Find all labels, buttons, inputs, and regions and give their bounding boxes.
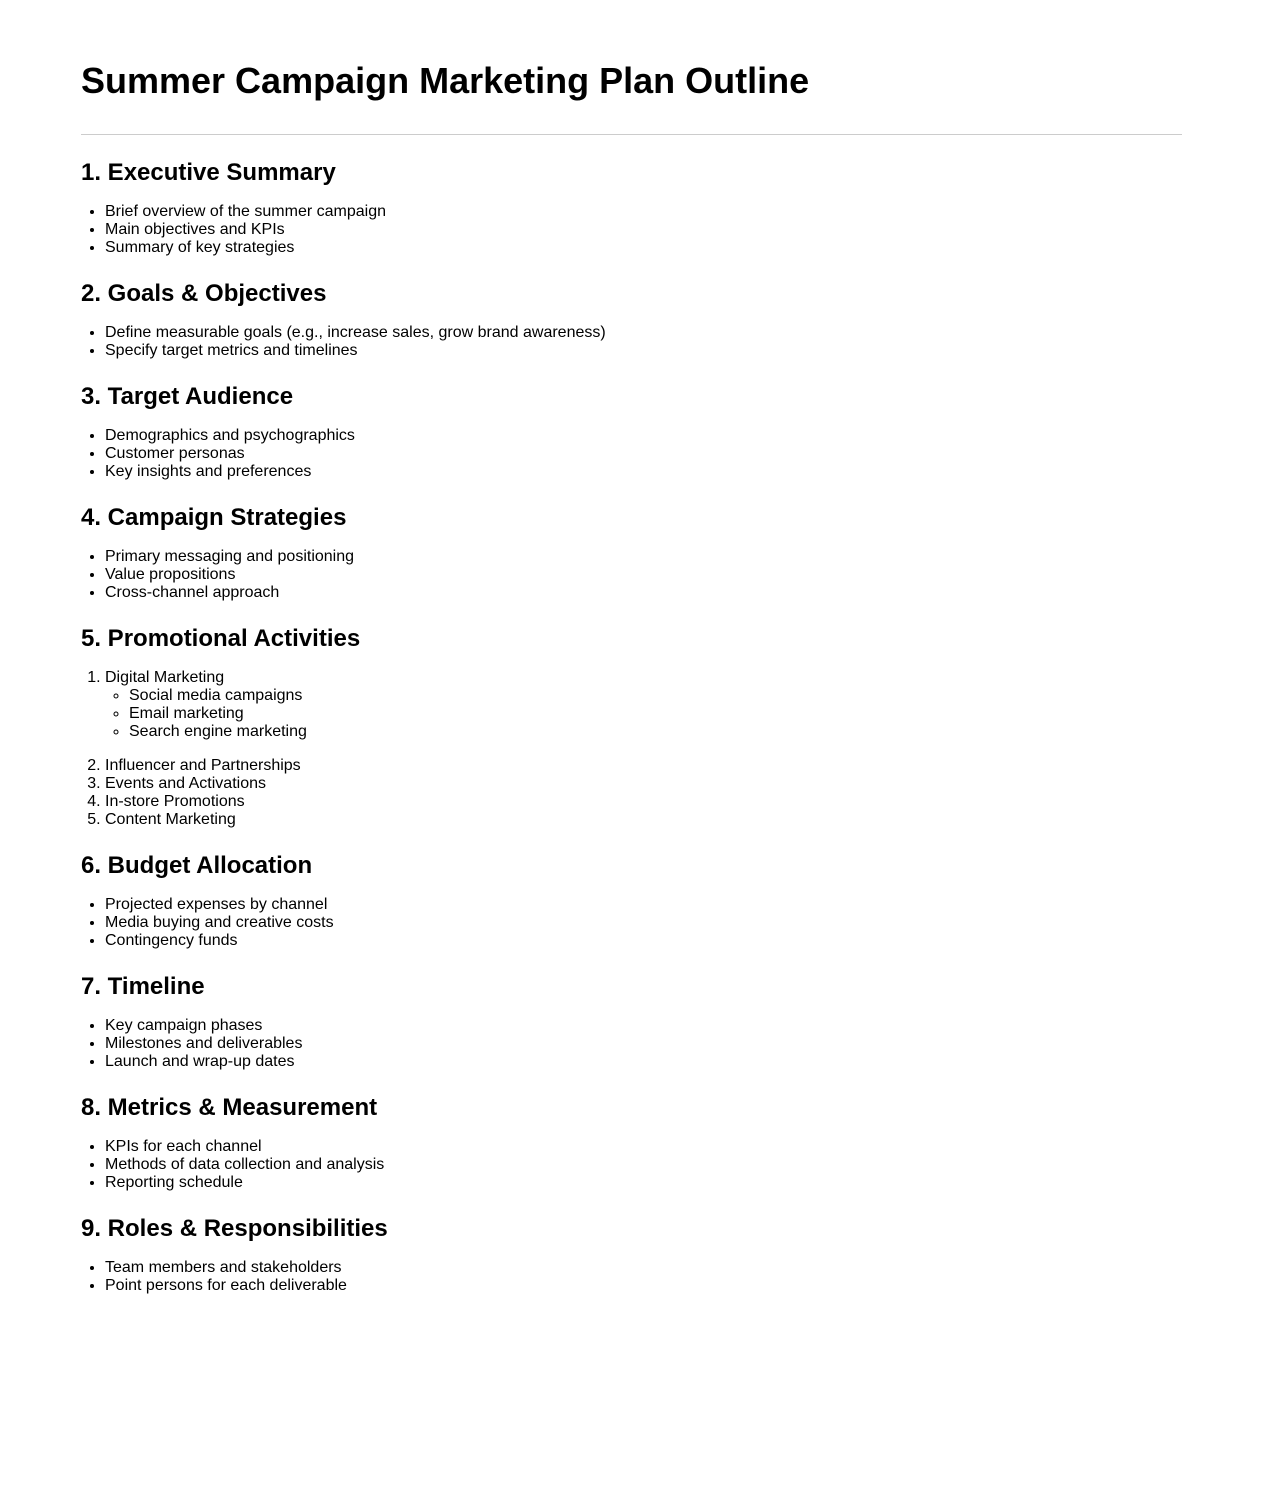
list-item: • Specify target metrics and timelines [105, 342, 1182, 360]
bullet-list [81, 548, 1182, 602]
list-item: • Key insights and preferences [105, 463, 1182, 481]
list-item: • Milestones and deliverables [105, 1035, 1182, 1053]
section-heading: 3. Target Audience [81, 383, 294, 410]
bullet-list [81, 324, 1182, 360]
bullet-list [81, 1138, 1182, 1192]
list-item [105, 669, 1182, 741]
sub-bullet-list [105, 687, 1182, 741]
section-roles-responsibilities [81, 1215, 1182, 1295]
list-item: • Media buying and creative costs [105, 914, 1182, 932]
section-heading: 2. Goals & Objectives [81, 280, 327, 307]
bullet-list [81, 427, 1182, 481]
bullet-list [81, 203, 1182, 257]
list-item: 4. In-store Promotions [105, 793, 1182, 811]
section-heading: 8. Metrics & Measurement [81, 1094, 378, 1121]
section-timeline [81, 973, 1182, 1071]
list-item: • Cross-channel approach [105, 584, 1182, 602]
list-item: • Customer personas [105, 445, 1182, 463]
list-item: • Key campaign phases [105, 1017, 1182, 1035]
list-item: • Summary of key strategies [105, 239, 1182, 257]
list-item-label: Digital Marketing [105, 669, 225, 686]
section-metrics-measurement [81, 1094, 1182, 1192]
list-item: • Projected expenses by channel [105, 896, 1182, 914]
page-title: Summer Campaign Marketing Plan Outline [81, 60, 810, 101]
list-item: • Reporting schedule [105, 1174, 1182, 1192]
list-item: • Methods of data collection and analysis [105, 1156, 1182, 1174]
title-divider [81, 134, 1182, 135]
section-heading: 6. Budget Allocation [81, 852, 313, 879]
list-item: • Value propositions [105, 566, 1182, 584]
numbered-list [81, 669, 1182, 829]
list-item: • Brief overview of the summer campaign [105, 203, 1182, 221]
list-item: • Demographics and psychographics [105, 427, 1182, 445]
section-heading: 1. Executive Summary [81, 159, 336, 186]
section-executive-summary [81, 159, 1182, 257]
list-item: • Launch and wrap-up dates [105, 1053, 1182, 1071]
sub-list-item: ◦ Social media campaigns [129, 687, 1182, 705]
bullet-list [81, 1017, 1182, 1071]
section-promotional-activities [81, 625, 1182, 829]
list-item: • Primary messaging and positioning [105, 548, 1182, 566]
section-heading: 4. Campaign Strategies [81, 504, 347, 531]
section-heading: 9. Roles & Responsibilities [81, 1215, 388, 1242]
section-target-audience [81, 383, 1182, 481]
section-heading: 5. Promotional Activities [81, 625, 361, 652]
bullet-list [81, 896, 1182, 950]
section-campaign-strategies [81, 504, 1182, 602]
list-item: • Contingency funds [105, 932, 1182, 950]
section-heading: 7. Timeline [81, 973, 205, 1000]
section-budget-allocation [81, 852, 1182, 950]
list-item: • Team members and stakeholders [105, 1259, 1182, 1277]
section-goals-objectives [81, 280, 1182, 360]
sub-list-item: ◦ Email marketing [129, 705, 1182, 723]
list-item: • Main objectives and KPIs [105, 221, 1182, 239]
list-item: • Define measurable goals (e.g., increase sales, grow brand awareness) [105, 324, 1182, 342]
bullet-list [81, 1259, 1182, 1295]
list-item: 2. Influencer and Partnerships [105, 757, 1182, 775]
list-item: • KPIs for each channel [105, 1138, 1182, 1156]
list-item: • Point persons for each deliverable [105, 1277, 1182, 1295]
list-item: 5. Content Marketing [105, 811, 1182, 829]
list-item: 3. Events and Activations [105, 775, 1182, 793]
sub-list-item: ◦ Search engine marketing [129, 723, 1182, 741]
document-page [81, 0, 1182, 1300]
